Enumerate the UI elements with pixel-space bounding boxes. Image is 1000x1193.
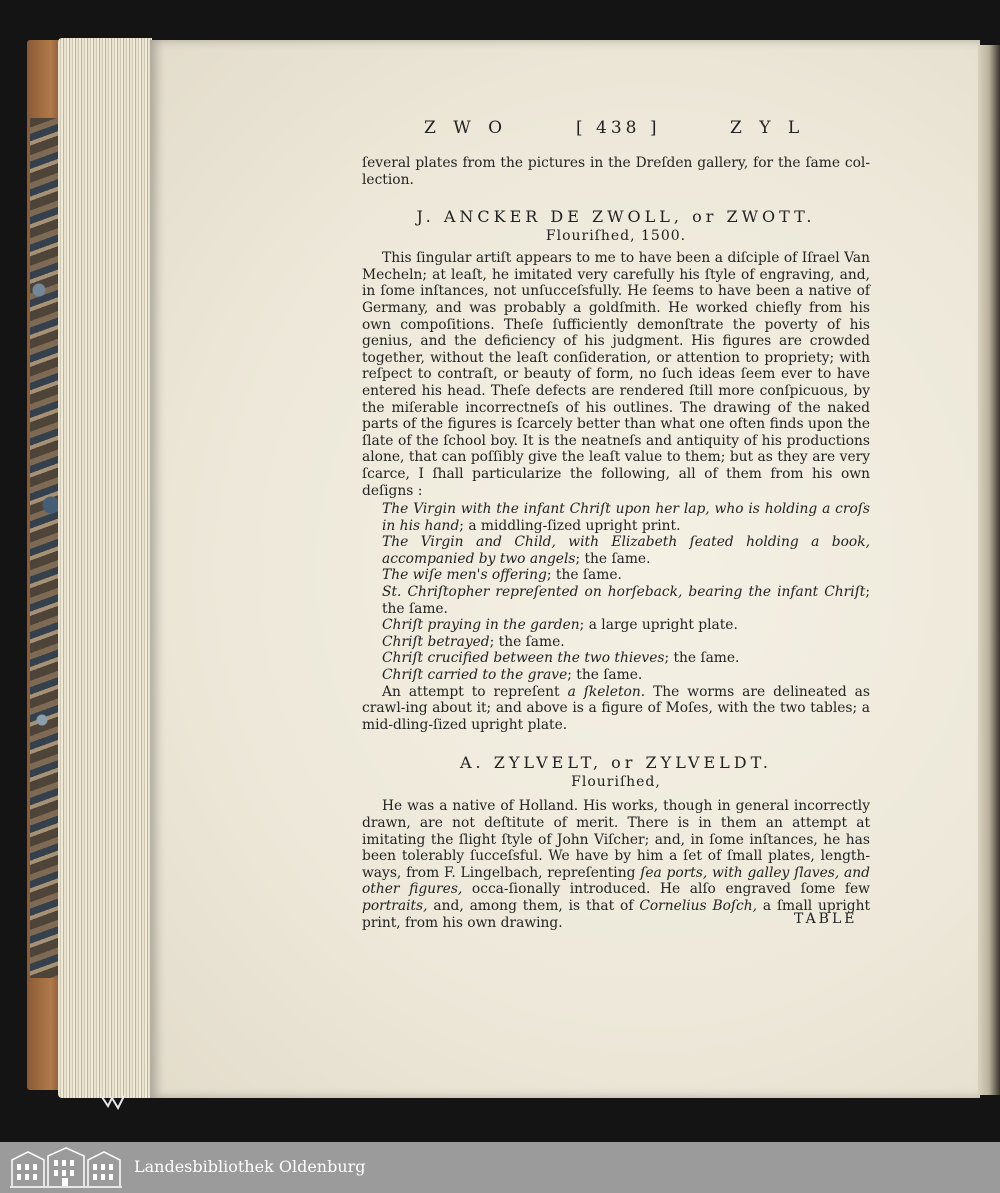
library-name: Landesbibliothek Oldenburg — [134, 1157, 366, 1176]
zylvelt-italic-a: ſea ports, with galley ſlaves, and other figures, — [362, 864, 870, 898]
section-heading-zylvelt: A. ZYLVELT, or ZYLVELDT. — [459, 753, 773, 773]
continuation-paragraph: ſeveral plates from the pictures in the Dreſden gallery, for the ſame col-lection. — [362, 155, 870, 188]
print-entry — [362, 667, 870, 684]
print-description: ; the ſame. — [664, 650, 740, 667]
skeleton-title: a ſkeleton. — [567, 683, 646, 700]
print-title: Chriſt carried to the grave — [382, 667, 568, 684]
skeleton-post: The worms are delineated as crawl-ing about it; and above is a figure of Moſes, with the two tables; a mid-dling-ſized upright plate. — [362, 683, 870, 733]
print-description: ; the ſame. — [382, 584, 870, 617]
zylvelt-text-c: and, among them, is that of — [433, 897, 634, 914]
page-text — [362, 155, 870, 931]
print-title: St. Chriſtopher repreſented on horſeback, bearing the infant Chriſt — [382, 584, 866, 601]
marbled-endpaper — [30, 118, 60, 978]
flourished-zylvelt: Flouriſhed, — [571, 774, 661, 791]
skeleton-paragraph — [362, 684, 870, 734]
print-description: ; a middling-ſized upright print. — [459, 517, 681, 534]
print-list — [362, 501, 870, 684]
zylvelt-italic-c: Cornelius Boſch, — [639, 897, 758, 914]
zylvelt-italic-b: portraits, — [362, 897, 428, 914]
print-description: ; the ſame. — [546, 567, 622, 584]
print-title: The Virgin with the infant Chriſt upon her lap, who is holding a croſs in his hand — [382, 501, 870, 534]
print-entry — [362, 501, 870, 534]
print-description: ; the ſame. — [489, 633, 565, 650]
print-entry — [362, 634, 870, 651]
print-entry — [362, 534, 870, 567]
skeleton-pre: An attempt to repreſent — [382, 683, 560, 700]
page-right-edge — [978, 45, 1000, 1095]
zylvelt-text-b: occa-ſionally introduced. He alſo engraved ſome few — [471, 881, 870, 898]
page-block-edges — [58, 38, 152, 1098]
running-head-right: Z Y L — [730, 118, 806, 138]
page-number: [ 438 ] — [576, 118, 661, 138]
running-head-left: Z W O — [424, 118, 509, 138]
print-title: The wiſe men's offering — [382, 567, 547, 584]
print-title: Chriſt praying in the garden — [382, 617, 580, 634]
print-entry — [362, 650, 870, 667]
print-title: The Virgin and Child, with Elizabeth ſeated holding a book, accompanied by two angels — [382, 534, 870, 567]
catchword: TABLE — [794, 911, 858, 927]
section-heading-zwoll: J. ANCKER DE ZWOLL, or ZWOTT. — [416, 207, 816, 227]
library-footer-bar — [0, 1142, 1000, 1193]
print-description: ; a large upright plate. — [579, 617, 738, 634]
flourished-date-zwoll: Flouriſhed, 1500. — [545, 228, 687, 245]
print-description: ; the ſame. — [575, 550, 651, 567]
zylvelt-text-d: a ſmall upright print, from his own drawing. — [362, 897, 871, 931]
library-building-icon — [8, 1146, 124, 1189]
zylvelt-text-a: He was a native of Holland. His works, though in general incorrectly drawn, are not deſtitute of merit. There is in them an attempt at imitating the ſlight ſtyle of John Viſcher; and, in ſome inſtances, he has been tolerably ſucceſsful. We have by him a ſet of ſmall plates, length-ways, from F. Lingelbach, repreſenting — [362, 798, 870, 881]
print-title: Chriſt betrayed — [382, 633, 490, 650]
print-entry — [362, 584, 870, 617]
running-head — [420, 118, 810, 142]
print-entry — [362, 567, 870, 584]
body-paragraph-zwoll: This ſingular artiſt appears to me to have been a diſciple of Iſrael Van Mecheln; at leaſt, he imitated very carefully his ſtyle of engraving, and, in ſome inſtances, not unſucceſsfully. He ſeems to have been a native of Germany, and was probably a goldſmith. He worked chiefly from his own compoſitions. Theſe ſufficiently demonſtrate the poverty of his genius, and the deficiency of his judgment. His figures are crowded together, without the leaſt conſideration, or attention to propriety; with reſpect to contraſt, or beauty of form, no ſuch ideas ſeem ever to have entered his head. Theſe defects are rendered ſtill more conſpicuous, by the miſerable incorrectneſs of his outlines. The drawing of the naked parts of the figures is ſcarcely better than what one often finds upon the ſlate of the ſchool boy. It is the neatneſs and antiquity of his productions alone, that can poſſibly give the leaſt value to them; but as they are very ſcarce, I ſhall particularize the following, all of them from his own deſigns : — [362, 250, 870, 499]
print-title: Chriſt crucified between the two thieves — [382, 650, 665, 667]
print-entry — [362, 617, 870, 634]
page-marker-icon — [98, 1092, 126, 1110]
print-description: ; the ſame. — [567, 667, 643, 684]
